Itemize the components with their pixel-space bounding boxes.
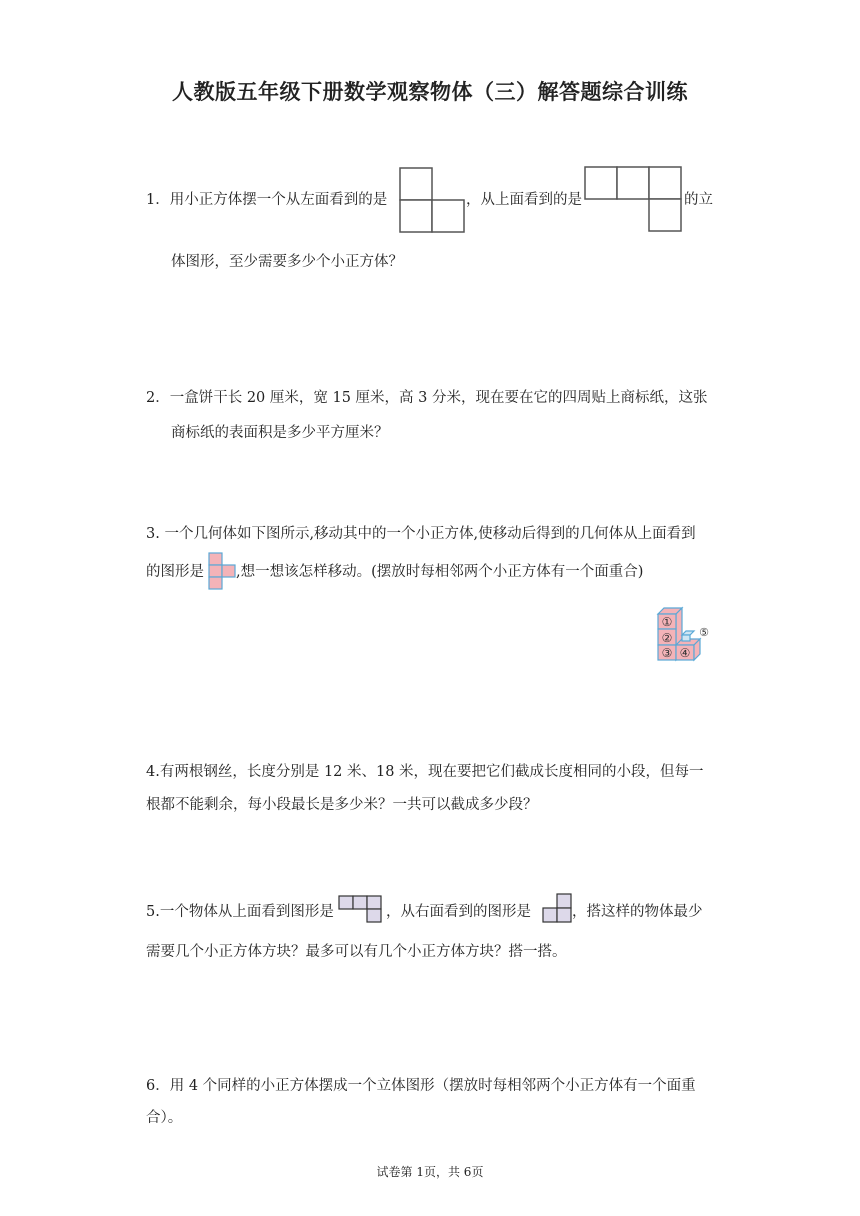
q3-top-view-figure xyxy=(208,552,238,592)
q3-cube-figure xyxy=(654,605,714,675)
q5-text-a: 5.一个物体从上面看到图形是 xyxy=(146,904,334,920)
cube-label-2: ② xyxy=(661,631,673,645)
cube-label-5: ⑤ xyxy=(699,626,709,639)
q1-left-view-figure xyxy=(399,167,467,234)
q2-text-line1: 2．一盒饼干长 20 厘米，宽 15 厘米，高 3 分米，现在要在它的四周贴上商标纸，这张 xyxy=(146,390,708,406)
q1-text-line2: 体图形，至少需要多少个小正方体？ xyxy=(171,254,403,270)
q5-text-c: ，搭这样的物体最少 xyxy=(572,904,703,920)
q5-right-view-figure xyxy=(542,893,574,925)
q3-text-a: 的图形是 xyxy=(146,564,204,580)
q6-text-line1: 6．用 4 个同样的小正方体摆成一个立体图形（摆放时每相邻两个小正方体有一个面重 xyxy=(146,1078,696,1094)
q5-text-b: ，从右面看到的图形是 xyxy=(386,904,531,920)
q4-text-line2: 根都不能剩余，每小段最长是多少米？一共可以截成多少段？ xyxy=(146,797,538,813)
q1-text-a: 1．用小正方体摆一个从左面看到的是 xyxy=(146,192,388,208)
cube-label-4: ④ xyxy=(679,646,691,660)
q5-text-line2: 需要几个小正方体方块？最多可以有几个小正方体方块？搭一搭。 xyxy=(146,944,567,960)
q2-text-line2: 商标纸的表面积是多少平方厘米？ xyxy=(171,425,389,441)
q3-text-b: ,想一想该怎样移动。(摆放时每相邻两个小正方体有一个面重合) xyxy=(236,564,644,580)
q6-text-line2: 合）。 xyxy=(146,1110,183,1126)
page-title: 人教版五年级下册数学观察物体（三）解答题综合训练 xyxy=(172,80,688,104)
q4-text-line1: 4.有两根钢丝，长度分别是 12 米、18 米，现在要把它们截成长度相同的小段，但每一 xyxy=(146,764,704,780)
q5-top-view-figure xyxy=(338,895,384,925)
q1-text-b: ，从上面看到的是 xyxy=(466,192,582,208)
cube-label-3: ③ xyxy=(661,646,673,660)
q1-text-c: 的立 xyxy=(684,192,713,208)
cube-label-1: ① xyxy=(661,615,673,629)
page-footer: 试卷第 1页，共 6页 xyxy=(376,1165,484,1179)
q3-text-line1: 3. 一个几何体如下图所示,移动其中的一个小正方体,使移动后得到的几何体从上面看到 xyxy=(146,526,696,542)
q1-top-view-figure xyxy=(584,166,684,234)
